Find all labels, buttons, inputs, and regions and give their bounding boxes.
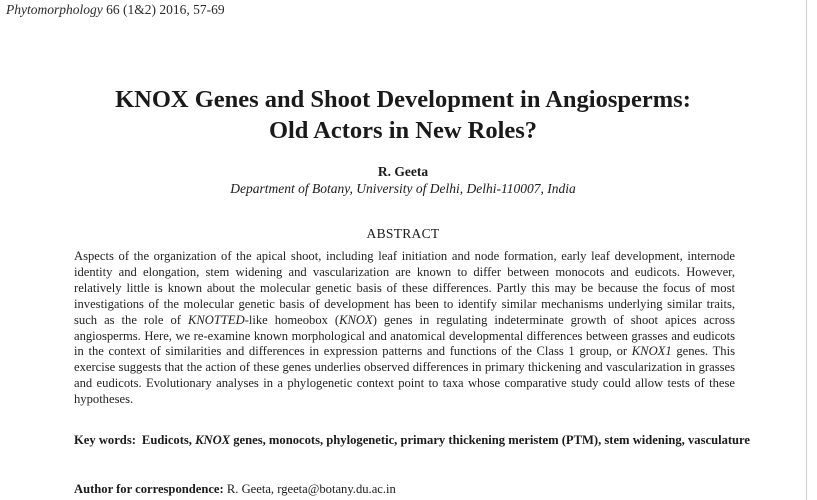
- abstract-part-1: Aspects of the organization of the apical shoot, including leaf initiation and node formation, early leaf development, internode identity and elongation, stem widening and vascularization are known to differ between monocots and eudicots. However, relatively little is known about the molecular genetic basis of these differences. Partly this may be because the focus of most investigations of the molecular genetic basis of development has been to identify similar mechanisms underlying similar traits, such as the role of: [74, 249, 735, 327]
- author-name: R. Geeta: [377, 164, 429, 179]
- abstract-heading: ABSTRACT: [366, 226, 440, 241]
- keywords-block: [74, 432, 754, 448]
- correspondence-value: R. Geeta, rgeeta@botany.du.ac.in: [223, 482, 396, 496]
- abstract-text: [74, 249, 735, 408]
- author-affiliation: Department of Botany, University of Delhi, Delhi-110007, India: [230, 181, 576, 196]
- gene-knox1: KNOX1: [631, 344, 672, 359]
- gene-knox: KNOX: [339, 312, 373, 327]
- correspondence: [74, 482, 754, 497]
- abstract-part-4: genes. This exercise suggests that the action of these genes underlies observed differences in primary thickening and vascularization in grasses and eudicots. Evolutionary analyses in a phylogenetic context point to taxa whose comparative study could allow tests of these hypotheses.: [74, 344, 735, 407]
- gene-knotted: KNOTTED: [187, 312, 245, 327]
- keywords-before: Eudicots,: [141, 433, 196, 447]
- journal-name: Phytomorphology: [6, 2, 103, 17]
- journal-citation: [6, 2, 225, 18]
- abstract-part-3: ) genes in regulating indeterminate growth of shoot apices across angiosperms. Here, we re-examine known morphological and anatomical developmental differences between grasses and eudicots in the context of similarities and differences in expression patterns and functions of the Class 1 group, or: [74, 312, 735, 359]
- keywords-list: [142, 432, 754, 448]
- keyword-knox: KNOX: [195, 433, 231, 447]
- title-line-1: KNOX Genes and Shoot Development in Angiosperms:: [115, 86, 691, 113]
- article-title: [0, 84, 806, 146]
- keywords-after: genes, monocots, phylogenetic, primary thickening meristem (PTM), stem widening, vasculature: [230, 433, 751, 447]
- volume-pages: 66 (1&2) 2016, 57-69: [106, 2, 225, 17]
- page-edge-rule: [806, 0, 807, 500]
- abstract-part-2: -like homeobox (: [244, 312, 340, 327]
- title-line-2: Old Actors in New Roles?: [268, 117, 538, 144]
- keywords-label: Key words:: [74, 433, 136, 447]
- correspondence-label: Author for correspondence:: [74, 482, 224, 496]
